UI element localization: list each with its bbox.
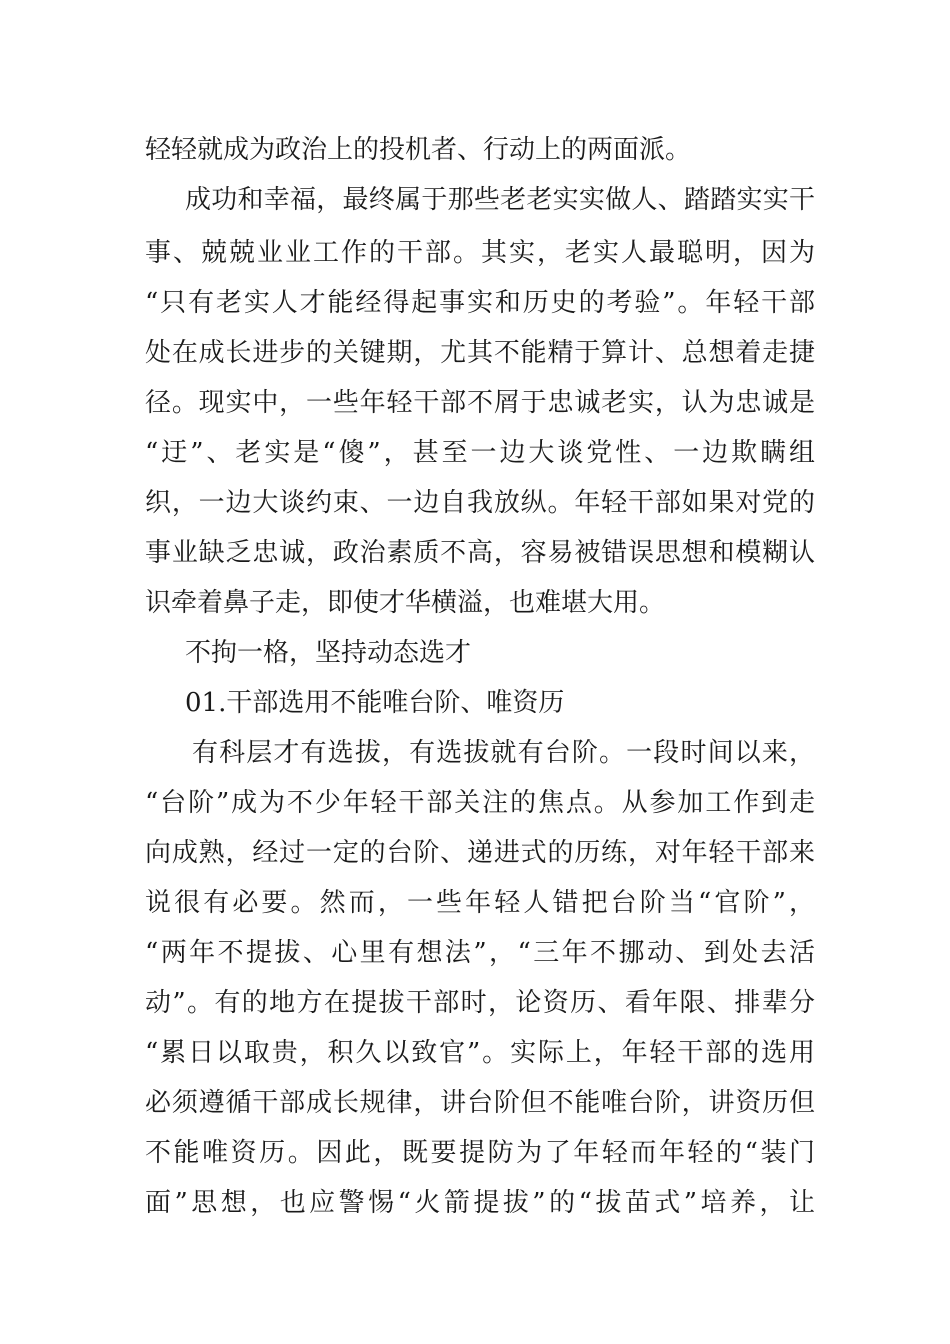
section-heading: 不拘一格，坚持动态选才 — [185, 638, 472, 668]
text-line: 事业缺乏忠诚，政治素质不高，容易被错误思想和模糊认 — [145, 538, 815, 568]
text-line: 轻轻就成为政治上的投机者、行动上的两面派。 — [145, 135, 692, 165]
text-line: 动”。有的地方在提拔干部时，论资历、看年限、排辈分 — [145, 988, 815, 1018]
text-line: 必须遵循干部成长规律，讲台阶但不能唯台阶，讲资历但 — [145, 1088, 815, 1118]
text-line: “台阶”成为不少年轻干部关注的焦点。从参加工作到走 — [145, 788, 815, 818]
text-line: 事、兢兢业业工作的干部。其实，老实人最聪明，因为 — [145, 238, 815, 268]
paragraph-first-line: 有科层才有选拔，有选拔就有台阶。一段时间以来， — [192, 738, 815, 768]
text-line: 不能唯资历。因此，既要提防为了年轻而年轻的“装门 — [145, 1138, 815, 1168]
subsection-heading: 01.干部选用不能唯台阶、唯资历 — [185, 688, 565, 718]
text-line: “两年不提拔、心里有想法”，“三年不挪动、到处去活 — [145, 938, 815, 968]
text-line: “只有老实人才能经得起事实和历史的考验”。年轻干部 — [145, 288, 815, 318]
text-line: 处在成长进步的关键期，尤其不能精于算计、总想着走捷 — [145, 338, 815, 368]
text-line: 径。现实中，一些年轻干部不屑于忠诚老实，认为忠诚是 — [145, 388, 815, 418]
text-line: 说很有必要。然而，一些年轻人错把台阶当“官阶”， — [145, 888, 815, 918]
text-line: 织，一边大谈约束、一边自我放纵。年轻干部如果对党的 — [145, 488, 815, 518]
text-line: 识牵着鼻子走，即使才华横溢，也难堪大用。 — [145, 588, 666, 618]
text-line: 面”思想，也应警惕“火箭提拔”的“拔苗式”培养，让 — [145, 1188, 815, 1218]
text-line: “迂”、老实是“傻”，甚至一边大谈党性、一边欺瞒组 — [145, 438, 815, 468]
paragraph-first-line: 成功和幸福，最终属于那些老老实实做人、踏踏实实干 — [185, 185, 815, 215]
text-line: “累日以取贵，积久以致官”。实际上，年轻干部的选用 — [145, 1038, 815, 1068]
text-line: 向成熟，经过一定的台阶、递进式的历练，对年轻干部来 — [145, 838, 815, 868]
